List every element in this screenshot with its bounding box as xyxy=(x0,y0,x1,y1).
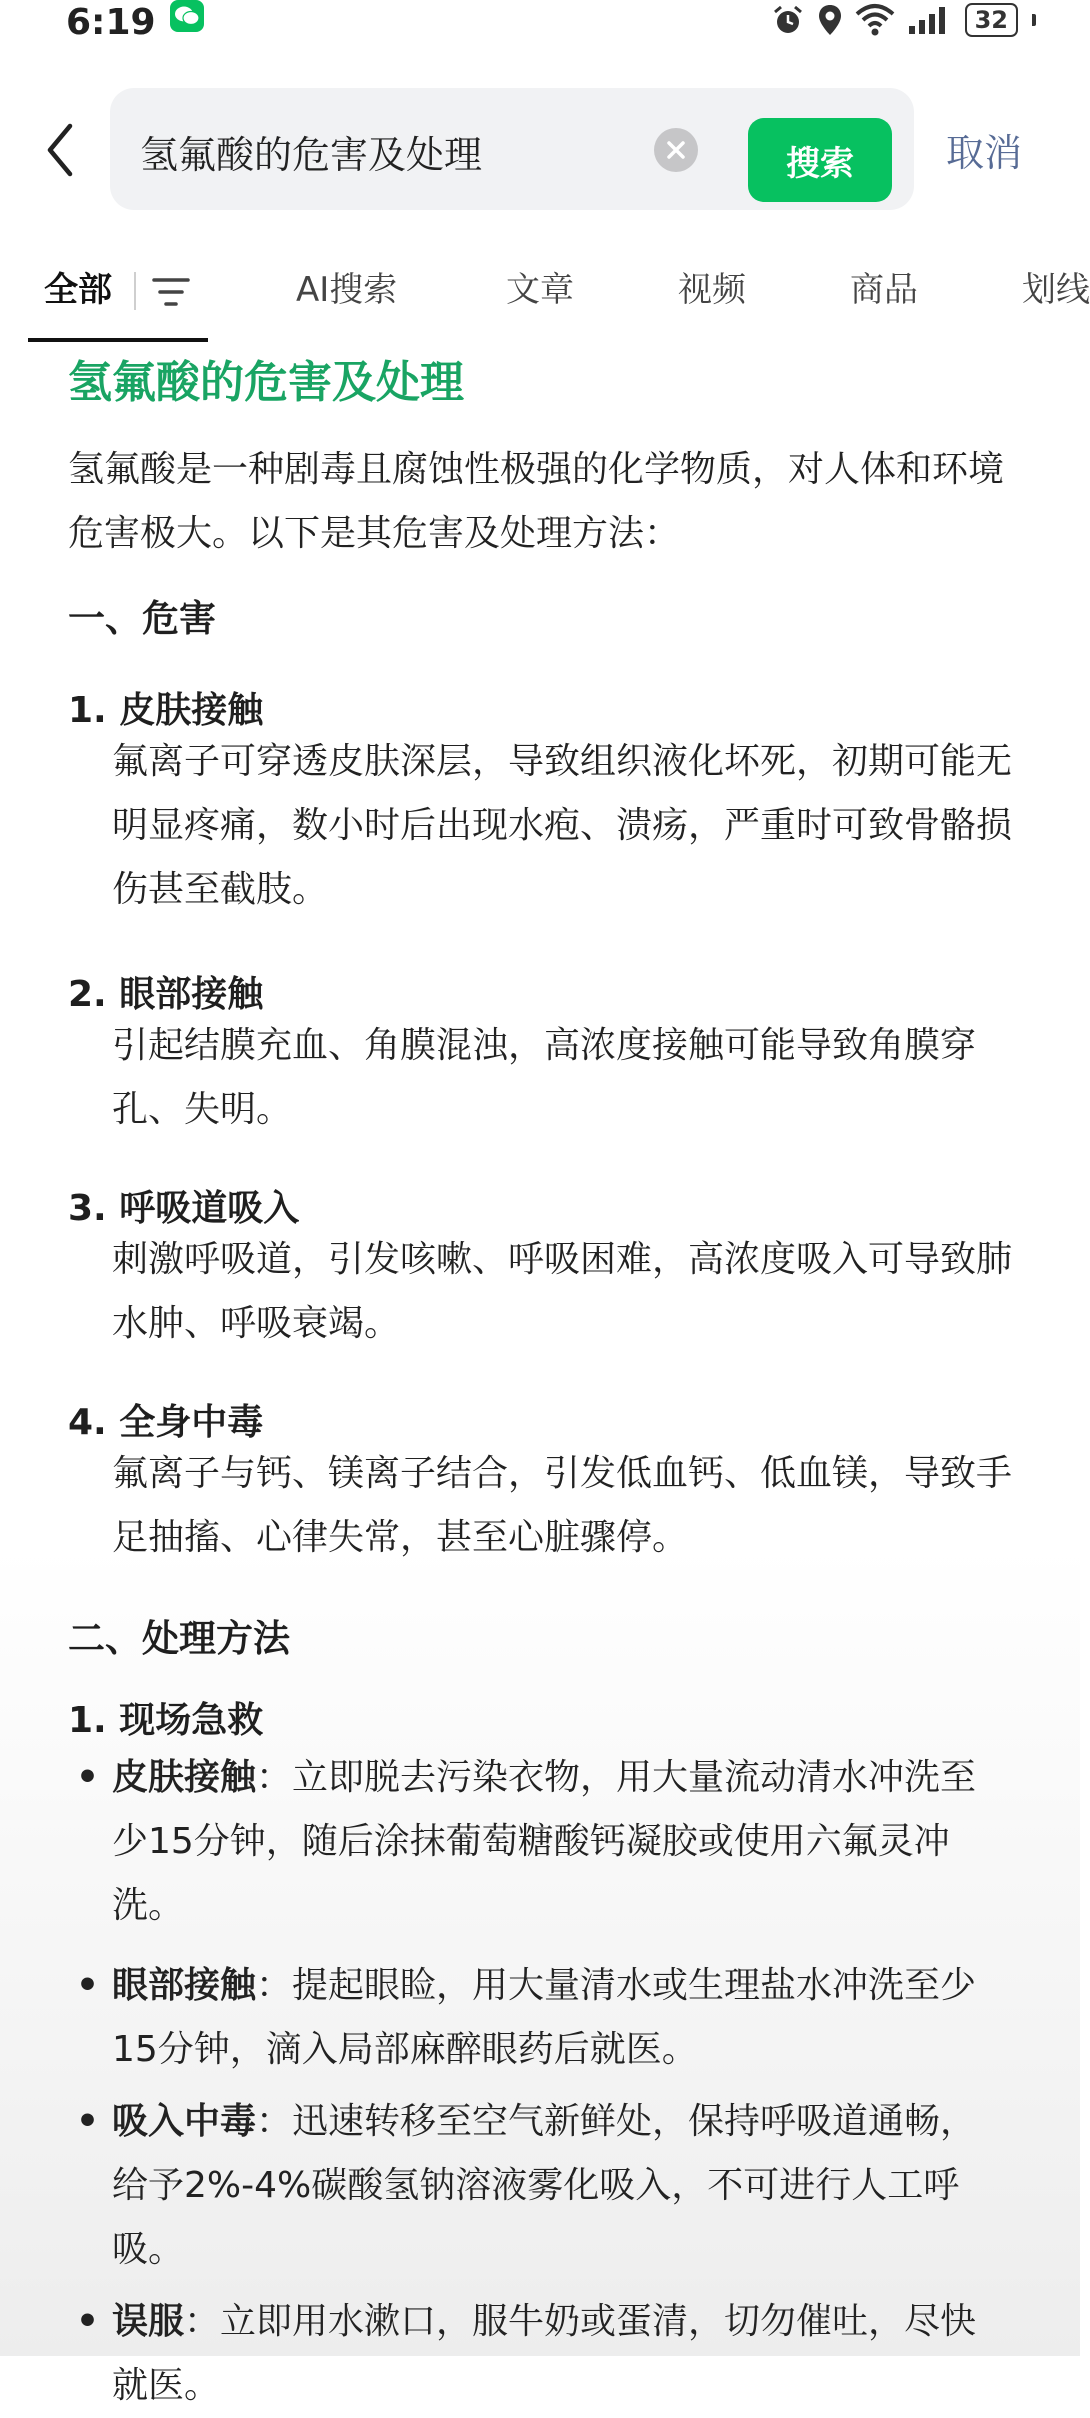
search-box[interactable] xyxy=(110,88,914,210)
section-treatment-heading: 二、处理方法 xyxy=(68,1617,290,1660)
firstaid-item xyxy=(112,2090,1002,2282)
firstaid-item xyxy=(112,1954,1002,2082)
wifi-icon xyxy=(855,4,895,36)
category-tabs xyxy=(0,250,1090,347)
ai-answer-content xyxy=(0,346,1080,2406)
tab-all[interactable]: 全部 xyxy=(44,270,112,310)
firstaid-item-label: 眼部接触 xyxy=(112,1965,257,2006)
wechat-notification-icon xyxy=(170,0,204,32)
firstaid-item-text: ：立即脱去污染衣物，用大量流动清水冲洗至少15分钟，随后涂抹葡萄糖酸钙凝胶或使用六氟灵冲洗。 xyxy=(112,1757,977,1926)
tab-divider xyxy=(134,272,136,310)
back-arrow-icon[interactable] xyxy=(38,118,82,182)
search-header xyxy=(0,78,1080,218)
hazard-systemic-text: 氟离子与钙、镁离子结合，引发低血钙、低血镁，导致手足抽搐、心律失常，甚至心脏骤停。 xyxy=(112,1453,1013,1558)
firstaid-heading: 1. 现场急救 xyxy=(68,1700,264,1741)
search-input[interactable]: 氢氟酸的危害及处理 xyxy=(140,133,483,177)
status-time: 6:19 xyxy=(66,2,156,43)
section-hazards-heading: 一、危害 xyxy=(68,597,216,640)
tab-products[interactable]: 商品 xyxy=(850,270,918,310)
tab-videos[interactable]: 视频 xyxy=(678,270,746,310)
hazard-systemic-heading: 4. 全身中毒 xyxy=(68,1402,264,1443)
hazard-eye-text: 引起结膜充血、角膜混浊，高浓度接触可能导致角膜穿孔、失明。 xyxy=(112,1025,977,1130)
filter-icon[interactable] xyxy=(150,274,192,314)
answer-title: 氢氟酸的危害及处理 xyxy=(68,357,464,408)
clear-icon[interactable] xyxy=(654,128,698,172)
firstaid-item-text: ：提起眼睑，用大量清水或生理盐水冲洗至少15分钟，滴入局部麻醉眼药后就医。 xyxy=(112,1965,977,2070)
battery-icon xyxy=(965,3,1018,37)
signal-icon xyxy=(907,4,953,36)
firstaid-item xyxy=(112,1746,1002,1938)
hazard-skin-heading: 1. 皮肤接触 xyxy=(68,690,264,731)
hazard-skin-text: 氟离子可穿透皮肤深层，导致组织液化坏死，初期可能无明显疼痛，数小时后出现水疱、溃疡，严重时可致骨骼损伤甚至截肢。 xyxy=(112,741,1013,910)
tab-highlights[interactable]: 划线 xyxy=(1022,270,1090,310)
tab-ai-search[interactable]: AI搜索 xyxy=(296,270,398,310)
hazard-inhalation-heading: 3. 呼吸道吸入 xyxy=(68,1188,300,1229)
status-icons xyxy=(771,4,1036,36)
battery-level: 32 xyxy=(974,6,1008,34)
hazard-inhalation-text: 刺激呼吸道，引发咳嗽、呼吸困难，高浓度吸入可导致肺水肿、呼吸衰竭。 xyxy=(112,1239,1013,1344)
firstaid-item-label: 吸入中毒 xyxy=(112,2101,257,2142)
firstaid-item-label: 皮肤接触 xyxy=(112,1757,257,1798)
firstaid-item xyxy=(112,2290,1002,2418)
hazard-eye-heading: 2. 眼部接触 xyxy=(68,974,264,1015)
firstaid-item-text: ：立即用水漱口，服牛奶或蛋清，切勿催吐，尽快就医。 xyxy=(112,2301,977,2406)
alarm-icon xyxy=(771,3,805,37)
search-button[interactable]: 搜索 xyxy=(748,118,892,202)
battery-tip xyxy=(1032,14,1036,26)
tab-articles[interactable]: 文章 xyxy=(506,270,574,310)
cancel-button[interactable]: 取消 xyxy=(946,131,1023,175)
intro-paragraph: 氢氟酸是一种剧毒且腐蚀性极强的化学物质，对人体和环境危害极大。以下是其危害及处理方法： xyxy=(68,449,1005,554)
status-bar xyxy=(0,0,1080,60)
firstaid-item-text: ：迅速转移至空气新鲜处，保持呼吸道通畅，给予2%-4%碳酸氢钠溶液雾化吸入，不可进行人工呼吸。 xyxy=(112,2101,977,2270)
active-tab-underline xyxy=(28,338,208,342)
firstaid-item-label: 误服 xyxy=(112,2301,185,2342)
location-icon xyxy=(817,3,843,37)
